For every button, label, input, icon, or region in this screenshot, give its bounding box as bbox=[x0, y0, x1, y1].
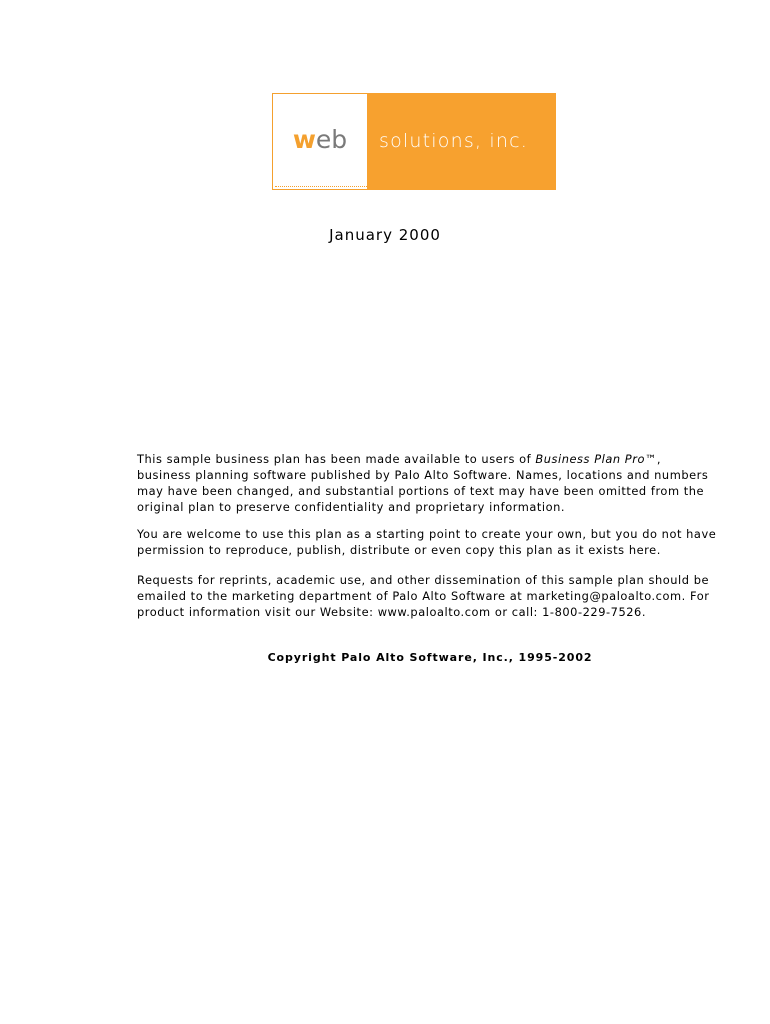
logo-letters-eb: eb bbox=[315, 125, 348, 154]
logo-letter-w: w bbox=[292, 125, 316, 154]
intro-paragraph bbox=[137, 451, 717, 515]
logo-tagline: solutions, inc. bbox=[379, 129, 529, 152]
company-logo bbox=[272, 93, 556, 190]
copyright-notice: Copyright Palo Alto Software, Inc., 1995-2002 bbox=[267, 651, 593, 664]
logo-tagline-panel bbox=[367, 93, 556, 190]
intro-text-after: , business planning software published by Palo Alto Software. Names, locations and numbers may have been changed, and substantial portions of text may have been omitted from the original plan to preserve confidentiality and proprietary information. bbox=[137, 452, 709, 514]
intro-text-before: This sample business plan has been made available to users of bbox=[137, 452, 536, 466]
logo-word-panel bbox=[272, 93, 367, 190]
contact-paragraph: Requests for reprints, academic use, and other dissemination of this sample plan should be emailed to the marketing department of Palo Alto Software at marketing@paloalto.com. For product information visit our Website: www.paloalto.com or call: 1-800-229-7526. bbox=[137, 573, 710, 619]
permission-paragraph: You are welcome to use this plan as a starting point to create your own, but you do not have permission to reproduce, publish, distribute or even copy this plan as it exists here. bbox=[137, 527, 717, 557]
product-name: Business Plan Pro™ bbox=[535, 452, 657, 466]
logo-word bbox=[293, 125, 347, 154]
document-date: January 2000 bbox=[329, 226, 441, 244]
